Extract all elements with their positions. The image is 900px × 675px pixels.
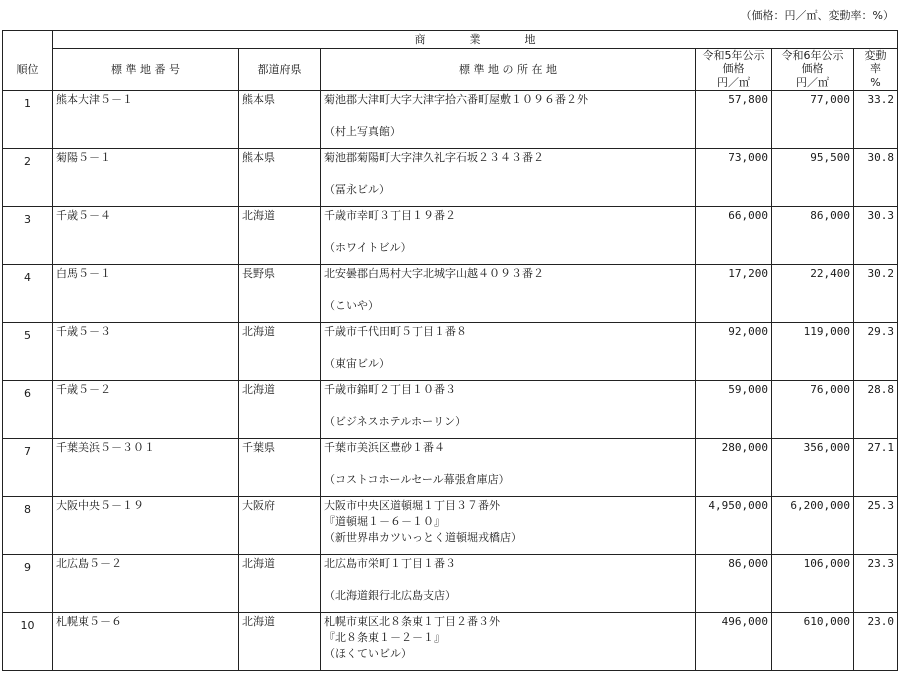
location-cell <box>321 149 696 207</box>
address-line: 菊池郡菊陽町大字津久礼字石坂２３４３番２ <box>324 151 544 164</box>
address-line: 千歳市幸町３丁目１９番２ <box>324 209 456 222</box>
header-price-r6-line2: 価格 <box>801 62 824 75</box>
rank-cell: 1 <box>3 91 53 149</box>
address-line: 千歳市千代田町５丁目１番８ <box>324 325 467 338</box>
address-alias-line <box>324 456 692 472</box>
std-no-cell: 菊陽５－１ <box>53 149 239 207</box>
price-r5-cell: 17,200 <box>696 265 772 323</box>
location-cell <box>321 439 696 497</box>
header-location: 標 準 地 の 所 在 地 <box>321 49 696 91</box>
pref-cell: 北海道 <box>239 613 321 671</box>
address-alias-line <box>324 572 692 588</box>
land-price-ranking-table <box>2 30 898 671</box>
change-rate-cell: 23.3 <box>854 555 898 613</box>
header-unit-r5: 円／㎡ <box>696 75 772 91</box>
change-rate-cell: 25.3 <box>854 497 898 555</box>
pref-cell: 北海道 <box>239 323 321 381</box>
change-rate-cell: 29.3 <box>854 323 898 381</box>
header-blank <box>3 31 53 49</box>
header-std-no: 標 準 地 番 号 <box>53 49 239 91</box>
rank-cell: 4 <box>3 265 53 323</box>
price-r6-cell: 22,400 <box>772 265 854 323</box>
price-r5-cell: 280,000 <box>696 439 772 497</box>
pref-cell: 北海道 <box>239 555 321 613</box>
table-row <box>3 497 898 555</box>
location-cell <box>321 497 696 555</box>
building-name-line: （冨永ビル） <box>324 183 390 196</box>
std-no-cell: 札幌東５－６ <box>53 613 239 671</box>
price-r5-cell: 66,000 <box>696 207 772 265</box>
building-name-line: （ホワイトビル） <box>324 241 412 254</box>
header-price-r6-line1: 令和6年公示 <box>781 49 844 62</box>
header-rank: 順位 <box>3 49 53 91</box>
rank-cell: 7 <box>3 439 53 497</box>
price-r6-cell: 95,500 <box>772 149 854 207</box>
pref-cell: 熊本県 <box>239 91 321 149</box>
rank-cell: 2 <box>3 149 53 207</box>
std-no-cell: 熊本大津５－１ <box>53 91 239 149</box>
pref-cell: 北海道 <box>239 207 321 265</box>
rank-cell: 9 <box>3 555 53 613</box>
address-alias-line <box>324 398 692 414</box>
std-no-cell: 千歳５－４ <box>53 207 239 265</box>
address-line: 菊池郡大津町大字大津字拾六番町屋敷１０９６番２外 <box>324 93 588 106</box>
address-line: 大阪市中央区道頓堀１丁目３７番外 <box>324 499 500 512</box>
location-cell <box>321 91 696 149</box>
header-price-r5-line1: 令和5年公示 <box>702 49 765 62</box>
address-line: 北安曇郡白馬村大字北城字山越４０９３番２ <box>324 267 544 280</box>
table-row <box>3 555 898 613</box>
address-alias-line <box>324 282 692 298</box>
std-no-cell: 白馬５－１ <box>53 265 239 323</box>
header-change-line2: 率 <box>870 62 882 75</box>
location-cell <box>321 613 696 671</box>
pref-cell: 熊本県 <box>239 149 321 207</box>
price-r5-cell: 92,000 <box>696 323 772 381</box>
header-unit-r6: 円／㎡ <box>772 75 854 91</box>
pref-cell: 千葉県 <box>239 439 321 497</box>
pref-cell: 北海道 <box>239 381 321 439</box>
table-row <box>3 439 898 497</box>
address-line: 北広島市栄町１丁目１番３ <box>324 557 456 570</box>
price-r5-cell: 59,000 <box>696 381 772 439</box>
change-rate-cell: 30.2 <box>854 265 898 323</box>
address-alias-line <box>324 166 692 182</box>
location-cell <box>321 323 696 381</box>
header-change-line1: 変動 <box>864 49 887 62</box>
table-row <box>3 613 898 671</box>
rank-cell: 10 <box>3 613 53 671</box>
std-no-cell: 千歳５－３ <box>53 323 239 381</box>
price-r6-cell: 77,000 <box>772 91 854 149</box>
address-alias-line: 『北８条東１－２－１』 <box>324 631 445 644</box>
address-alias-line <box>324 340 692 356</box>
header-unit-change: % <box>854 75 898 91</box>
table-row <box>3 265 898 323</box>
address-line: 千歳市錦町２丁目１０番３ <box>324 383 456 396</box>
price-r5-cell: 73,000 <box>696 149 772 207</box>
rank-cell: 6 <box>3 381 53 439</box>
price-r6-cell: 119,000 <box>772 323 854 381</box>
building-name-line: （ビジネスホテルホーリン） <box>324 415 467 428</box>
address-alias-line: 『道頓堀１－６－１０』 <box>324 515 445 528</box>
location-cell <box>321 207 696 265</box>
rank-cell: 3 <box>3 207 53 265</box>
address-alias-line <box>324 224 692 240</box>
std-no-cell: 千歳５－２ <box>53 381 239 439</box>
price-r6-cell: 106,000 <box>772 555 854 613</box>
change-rate-cell: 23.0 <box>854 613 898 671</box>
price-r6-cell: 86,000 <box>772 207 854 265</box>
price-r6-cell: 6,200,000 <box>772 497 854 555</box>
table-row <box>3 91 898 149</box>
header-price-r6 <box>772 49 854 76</box>
change-rate-cell: 30.8 <box>854 149 898 207</box>
building-name-line: （ほくていビル） <box>324 647 412 660</box>
price-r5-cell: 496,000 <box>696 613 772 671</box>
building-name-line: （コストコホールセール幕張倉庫店） <box>324 473 510 486</box>
address-alias-line <box>324 108 692 124</box>
std-no-cell: 北広島５－２ <box>53 555 239 613</box>
pref-cell: 長野県 <box>239 265 321 323</box>
building-name-line: （東宙ビル） <box>324 357 390 370</box>
change-rate-cell: 30.3 <box>854 207 898 265</box>
price-r5-cell: 86,000 <box>696 555 772 613</box>
header-pref: 都道府県 <box>239 49 321 91</box>
header-change <box>854 49 898 76</box>
building-name-line: （村上写真館） <box>324 125 401 138</box>
table-row <box>3 207 898 265</box>
header-group-commercial: 商 業 地 <box>53 31 898 49</box>
building-name-line: （北海道銀行北広島支店） <box>324 589 456 602</box>
unit-note: （価格：円／㎡、変動率：%） <box>740 9 894 22</box>
price-r6-cell: 76,000 <box>772 381 854 439</box>
change-rate-cell: 33.2 <box>854 91 898 149</box>
table-row <box>3 381 898 439</box>
change-rate-cell: 27.1 <box>854 439 898 497</box>
table-row <box>3 323 898 381</box>
std-no-cell: 大阪中央５－１９ <box>53 497 239 555</box>
rank-cell: 5 <box>3 323 53 381</box>
header-price-r5 <box>696 49 772 76</box>
rank-cell: 8 <box>3 497 53 555</box>
price-r6-cell: 356,000 <box>772 439 854 497</box>
price-r5-cell: 57,800 <box>696 91 772 149</box>
address-line: 千葉市美浜区豊砂１番４ <box>324 441 445 454</box>
address-line: 札幌市東区北８条東１丁目２番３外 <box>324 615 500 628</box>
pref-cell: 大阪府 <box>239 497 321 555</box>
location-cell <box>321 381 696 439</box>
building-name-line: （新世界串カツいっとく道頓堀戎橋店） <box>324 531 522 544</box>
building-name-line: （こいや） <box>324 299 379 312</box>
table-row <box>3 149 898 207</box>
std-no-cell: 千葉美浜５－３０１ <box>53 439 239 497</box>
header-price-r5-line2: 価格 <box>722 62 745 75</box>
location-cell <box>321 265 696 323</box>
price-r6-cell: 610,000 <box>772 613 854 671</box>
location-cell <box>321 555 696 613</box>
change-rate-cell: 28.8 <box>854 381 898 439</box>
price-r5-cell: 4,950,000 <box>696 497 772 555</box>
